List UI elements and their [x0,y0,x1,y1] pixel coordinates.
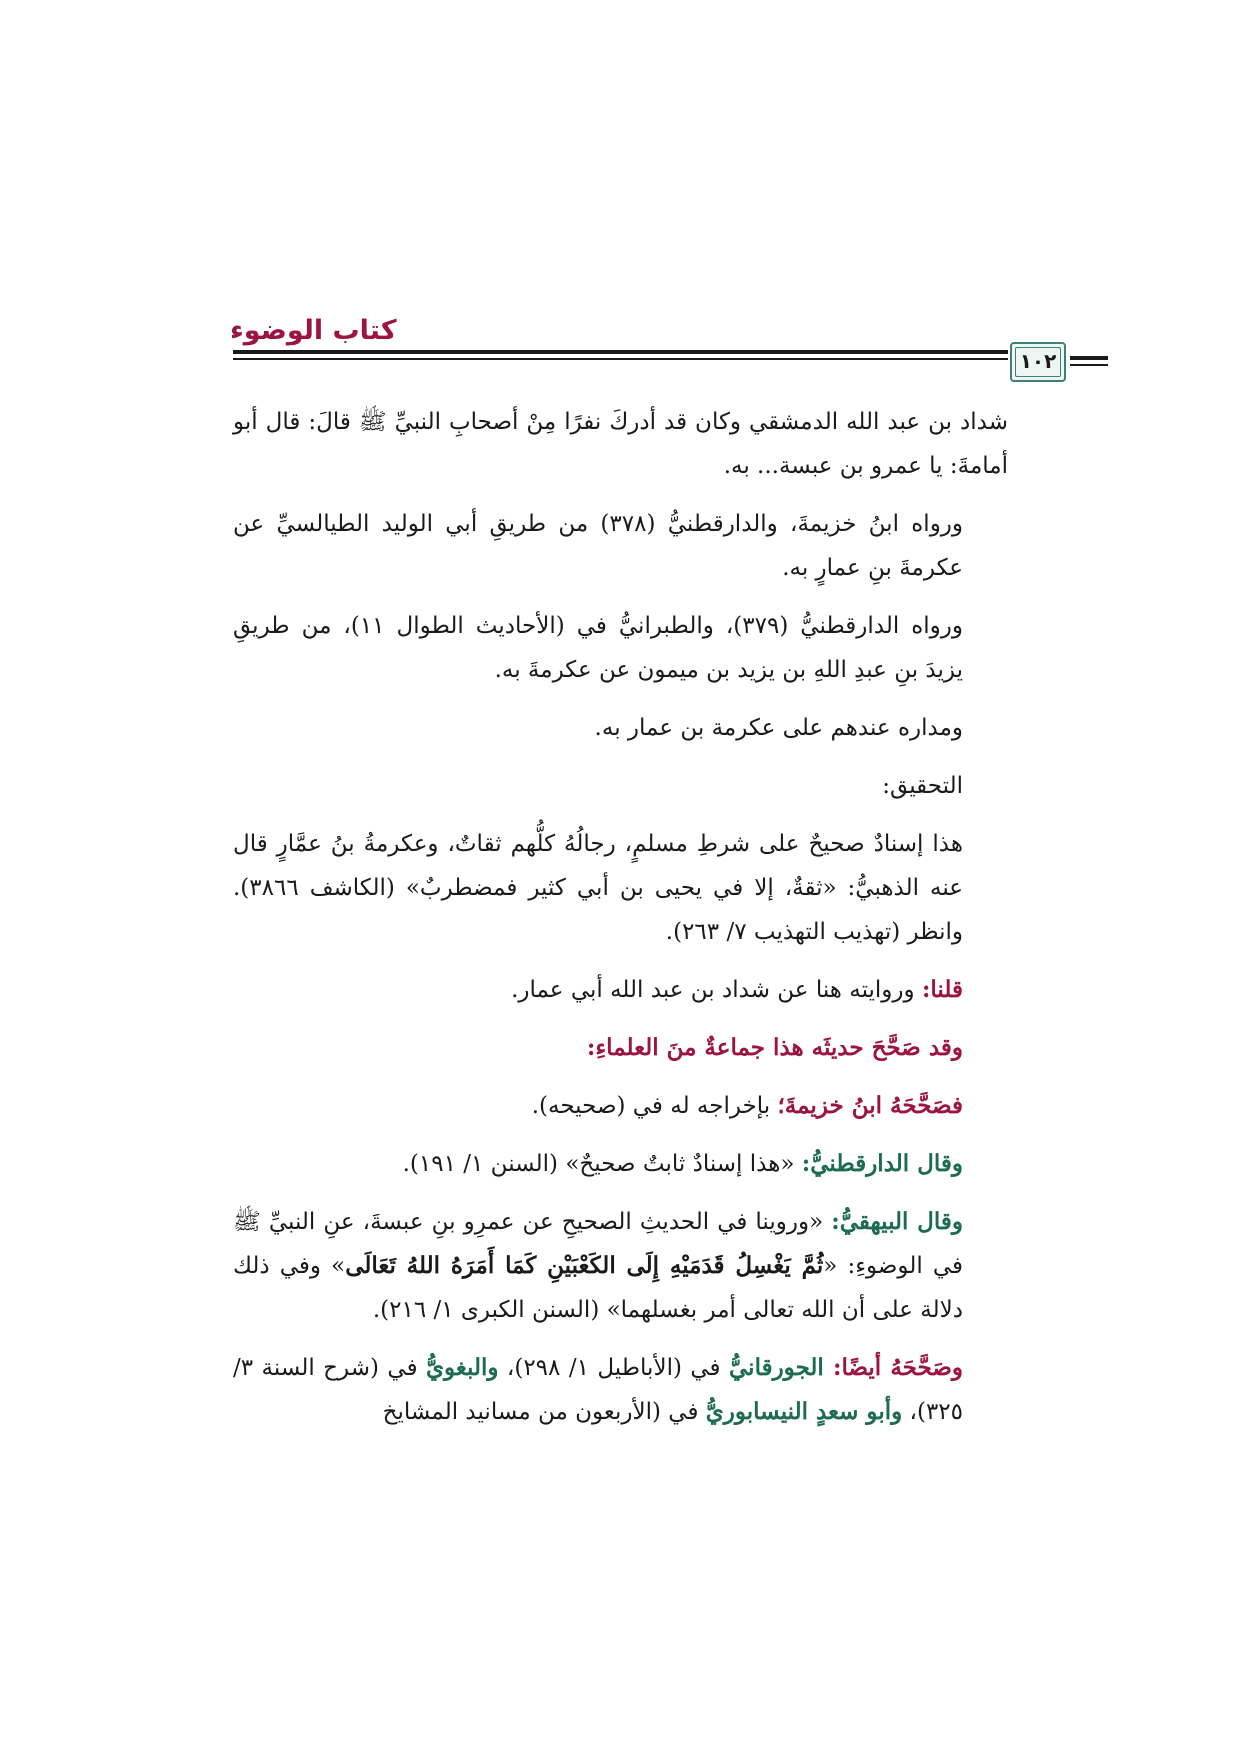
running-header-title: كتاب الوضوء [230,315,397,346]
paragraph-isnad-sahih: هذا إسنادٌ صحيحٌ على شرطِ مسلمٍ، رجالُهُ كلُّهم ثقاتٌ، وعكرمةُ بنُ عمَّارٍ قال عنه الذهبيُّ: «ثقةٌ، إلا في يحيى بن أبي كثير فمضطربٌ» (الكاشف ٣٨٦٦). وانظر (تهذيب التهذيب ٧/ ٢٦٣). [233,831,963,945]
paragraph-ibn-khuzaymah: ورواه ابنُ خزيمةَ، والدارقطنيُّ (٣٧٨) من طريقِ أبي الوليد الطيالسيِّ عن عكرمةَ بنِ عمارٍ به. [233,511,964,581]
page-number: ١٠٢ [1019,349,1057,373]
naysaburi-text: في (الأربعون من مسانيد المشايخ [382,1399,706,1425]
ibn-khuzaymah-label: فصَحَّحَهُ ابنُ خزيمةَ؛ [777,1092,963,1119]
daraqutni-text: «هذا إسنادٌ ثابتٌ صحيحٌ» (السنن ١/ ١٩١). [402,1151,802,1177]
baghawi-text: في (شرح السنة ٣/ ٣٢٥)، [233,1355,963,1425]
page-number-frame [1010,342,1066,382]
qulna-label: قلنا: [921,976,963,1003]
section-heading-tahqiq: التحقيق: [882,773,963,799]
bayhaqi-text-a: «وروينا في الحديثِ الصحيحِ عن عمرِو بنِ عبسةَ، عنِ النبيِّ ﷺ في الوضوءِ: « [233,1209,963,1279]
qulna-text: وروايته هنا عن شداد بن عبد الله أبي عمار. [511,977,922,1003]
bayhaqi-text-b: » وفي ذلك دلالة على أن الله تعالى أمر بغسلهما» (السنن الكبرى ١/ ٢١٦). [233,1253,963,1323]
ibn-khuzaymah-text: بإخراجه له في (صحيحه). [531,1093,778,1119]
header-rule-bottom [233,358,1008,360]
jawraqani-text: في (الأباطيل ١/ ٢٩٨)، [498,1355,729,1381]
also-authenticated-label: وصَحَّحَهُ أيضًا: [832,1354,963,1381]
paragraph-qulna [233,968,1008,1012]
paragraph-bayhaqi-said [233,1200,1008,1332]
paragraph-isnad-chain: شداد بن عبد الله الدمشقي وكان قد أدركَ نفرًا مِنْ أصحابِ النبيِّ ﷺ قالَ: قال أبو أمامةَ: يا عمرو بن عبسة... به. [233,409,1008,479]
jawraqani-name: الجورقانيُّ [729,1354,833,1381]
daraqutni-label: وقال الدارقطنيُّ: [801,1150,963,1177]
hadith-quote: ثُمَّ يَغْسِلُ قَدَمَيْهِ إِلَى الكَعْبَيْنِ كَمَا أَمَرَهُ اللهُ تَعَالَى [345,1252,824,1279]
page-body [233,400,1008,1448]
naysaburi-name: وأبو سعدٍ النيسابوريُّ [705,1398,903,1425]
header-rule-top [233,350,1008,354]
paragraph-scholars-authenticated: وقد صَحَّحَ حديثَه هذا جماعةٌ منَ العلماءِ: [586,1034,963,1061]
bayhaqi-label: وقال البيهقيُّ: [831,1208,963,1235]
paragraph-daraqutni-said [233,1142,1008,1186]
header-rule-right-top [1070,356,1108,360]
header-rule-right-bottom [1070,364,1108,366]
baghawi-name: والبغويُّ [426,1354,499,1381]
paragraph-daraqutni: ورواه الدارقطنيُّ (٣٧٩)، والطبرانيُّ في (الأحاديث الطوال ١١)، من طريقِ يزيدَ بنِ عبدِ اللهِ بن يزيد بن ميمون عن عكرمةَ به. [233,613,963,683]
paragraph-ibn-khuzaymah-sahih [233,1084,1008,1128]
paragraph-madaruhu: ومداره عندهم على عكرمة بن عمار به. [594,715,963,741]
paragraph-also-authenticated [233,1346,1008,1434]
